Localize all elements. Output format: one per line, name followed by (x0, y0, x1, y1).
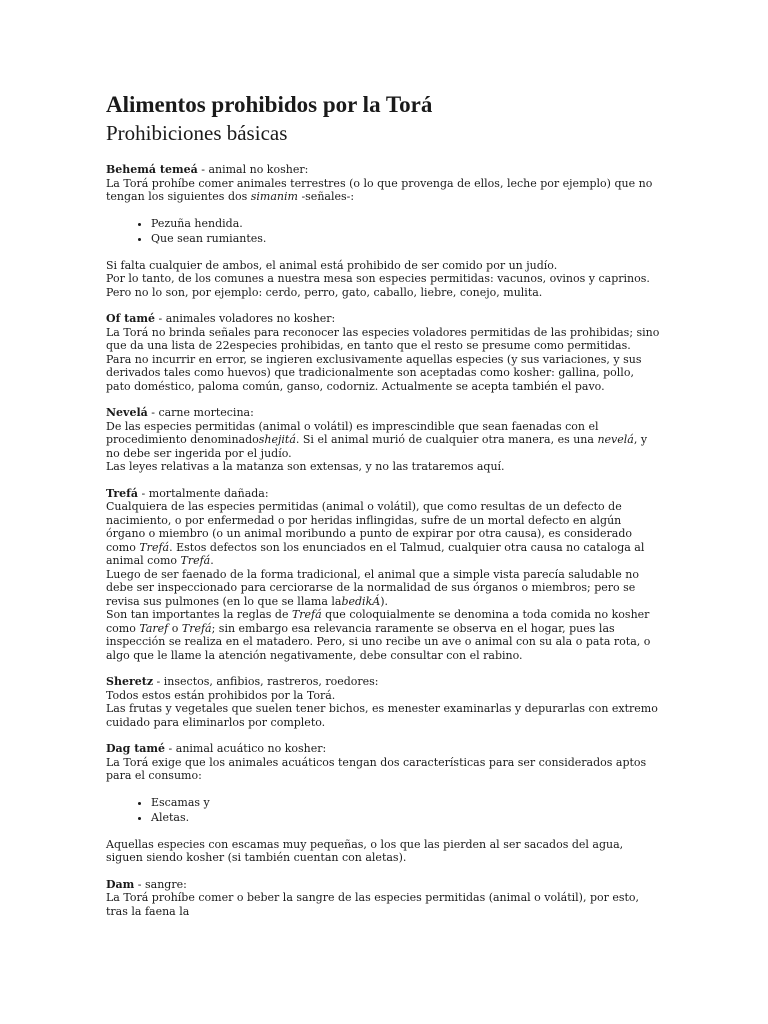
section-dam (106, 878, 662, 919)
section-of-tame (106, 312, 662, 393)
section-desc: - carne mortecina: (147, 406, 254, 419)
section-dag-tame (106, 742, 662, 865)
section-desc: - sangre: (134, 877, 187, 891)
paragraph: Son tan importantes la reglas de Trefá que coloquialmente se denomina a toda comida no kosher como Taref o Trefá; sin embargo esa relevancia raramente se observa en el hogar, pues las inspección se realiza en el matadero. Pero, si uno recibe un ave o animal con su ala o pata rota, o algo que le llame la atención negativamente, debe consultar con el rabino. (106, 608, 651, 662)
section-heading (106, 742, 662, 756)
list-item: • Aletas. (151, 811, 662, 825)
section-term: Behemá temeá (106, 163, 198, 176)
section-nevela (106, 406, 662, 474)
paragraph: Cualquiera de las especies permitidas (animal o volátil), que como resultas de un defecto de nacimiento, o por enfermedad o por heridas inflingidas, sufre de un mortal defecto en algún órgano o miembro (o un animal moribundo a punto de expirar por otra causa), es considerado como Trefá. Estos defectos son los enunciados en el Talmud, cualquier otra causa no cataloga al animal como Trefá. (106, 500, 645, 567)
section-term: Dam (106, 877, 135, 891)
section-sheretz (106, 675, 662, 729)
list-item: • Pezuña hendida. (151, 217, 662, 231)
paragraph: Si falta cualquier de ambos, el animal está prohibido de ser comido por un judío. (106, 258, 558, 272)
section-heading (106, 312, 662, 326)
paragraph: La Torá prohíbe comer animales terrestres (o lo que provenga de ellos, leche por ejemplo) que no tengan los siguientes dos simanim -señales-: (106, 176, 653, 203)
list-item: • Escamas y (151, 796, 662, 810)
section-term: Dag tamé (106, 742, 166, 755)
paragraph: Para no incurrir en error, se ingieren exclusivamente aquellas especies (y sus variaciones, y sus derivados tales como huevos) que tradicionalmente son aceptadas como kosher: gallina, pollo, pato doméstico, paloma común, ganso, codorniz. Actualmente se acepta también el pavo. (106, 352, 642, 393)
section-desc: - animales voladores no kosher: (155, 312, 336, 325)
section-heading (106, 487, 662, 501)
section-heading (106, 163, 662, 177)
document-title: Alimentos prohibidos por la Torá (106, 92, 433, 117)
list-item: • Que sean rumiantes. (151, 232, 662, 246)
section-desc: - animal acuático no kosher: (165, 742, 327, 755)
section-heading (106, 878, 662, 892)
paragraph: Aquellas especies con escamas muy pequeñas, o los que las pierden al ser sacados del agua, siguen siendo kosher (si también cuentan con aletas). (106, 837, 624, 864)
paragraph: La Torá exige que los animales acuáticos tengan dos características para ser considerados aptos para el consumo: (106, 755, 647, 782)
paragraph: Todos estos están prohibidos por la Torá. (106, 688, 336, 702)
section-term: Of tamé (106, 312, 155, 325)
bullet-list (106, 217, 662, 246)
document-subtitle: Prohibiciones básicas (106, 121, 288, 145)
bullet-list (106, 796, 662, 825)
document-page (106, 92, 662, 931)
section-behema-temea (106, 163, 662, 299)
paragraph: La Torá prohíbe comer o beber la sangre de las especies permitidas (animal o volátil), por esto, tras la faena la (106, 891, 640, 918)
section-heading (106, 675, 662, 689)
section-trefa (106, 487, 662, 663)
section-desc: - mortalmente dañada: (138, 486, 269, 500)
section-term: Sheretz (106, 675, 154, 688)
paragraph: Por lo tanto, de los comunes a nuestra mesa son especies permitidas: vacunos, ovinos y caprinos. (106, 272, 650, 285)
section-desc: - animal no kosher: (197, 163, 309, 176)
section-desc: - insectos, anfibios, rastreros, roedores: (153, 675, 379, 688)
paragraph: La Torá no brinda señales para reconocer las especies voladores permitidas de las prohibidas; sino que da una lista de 22especies prohibidas, en tanto que el resto se presume como permitidas. (106, 325, 660, 352)
section-term: Nevelá (106, 406, 148, 419)
paragraph: Luego de ser faenado de la forma tradicional, el animal que a simple vista parecía saludable no debe ser inspeccionado para cerciorarse de la normalidad de sus órganos o miembros; pero se revisa sus pulmones (en lo que se llama labedikÁ). (106, 567, 639, 608)
section-term: Trefá (106, 486, 139, 500)
paragraph: De las especies permitidas (animal o volátil) es imprescindible que sean faenadas con el procedimiento denominadoshejitá. Si el animal murió de cualquier otra manera, es una nevelá, y no debe ser ingerida por el judío. (106, 419, 648, 460)
paragraph: Pero no lo son, por ejemplo: cerdo, perro, gato, caballo, liebre, conejo, mulita. (106, 285, 543, 299)
paragraph: Las frutas y vegetales que suelen tener bichos, es menester examinarlas y depurarlas con extremo cuidado para eliminarlos por completo. (106, 702, 658, 729)
section-heading (106, 406, 662, 420)
paragraph: Las leyes relativas a la matanza son extensas, y no las trataremos aquí. (106, 460, 505, 473)
